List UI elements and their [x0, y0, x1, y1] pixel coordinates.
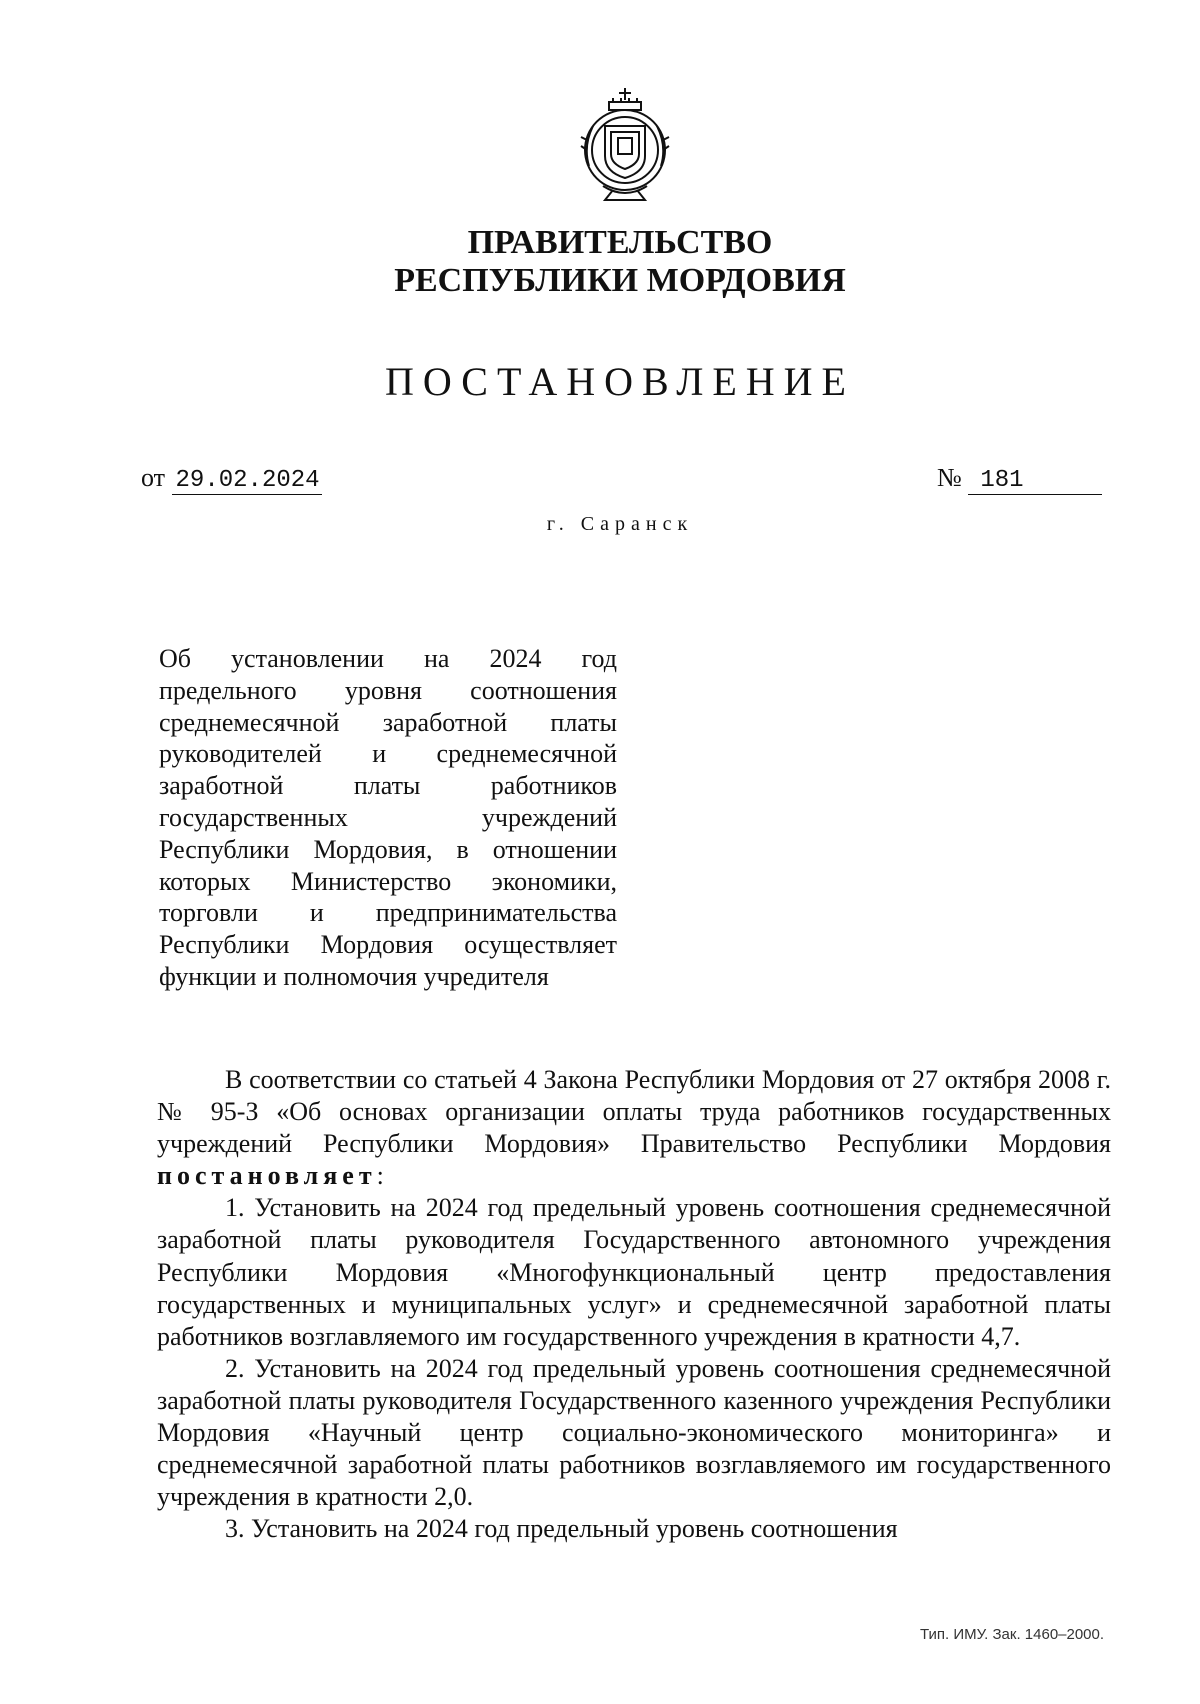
number-block — [937, 463, 1102, 495]
date-block — [141, 463, 322, 495]
coat-of-arms-emblem — [573, 86, 677, 206]
number-prefix: № — [937, 463, 962, 492]
preamble-text: В соответствии со статьей 4 Закона Республики Мордовия от 27 октября 2008 г. № 95-З «Об основах организации оплаты труда работников государственных учреждений Республики Мордовия» Правительство Республики Мордовия — [157, 1065, 1111, 1159]
preamble-paragraph — [157, 1064, 1111, 1192]
document-date: 29.02.2024 — [172, 467, 322, 495]
item-1: 1. Установить на 2024 год предельный уровень соотношения среднемесячной заработной платы руководителя Государственного автономного учреждения Республики Мордовия «Многофункциональный центр предоставления государственных и муниципальных услуг» и среднемесячной заработной платы работников возглавляемого им государственного учреждения в кратности 4,7. — [157, 1193, 1111, 1351]
document-type: ПОСТАНОВЛЕНИЕ — [385, 359, 855, 404]
decree-word: постановляет — [157, 1161, 377, 1191]
date-prefix: от — [141, 463, 166, 492]
printer-mark: Тип. ИМУ. Зак. 1460–2000. — [920, 1626, 1105, 1643]
item-2: 2. Установить на 2024 год предельный уровень соотношения среднемесячной заработной платы руководителя Государственного казенного учреждения Республики Мордовия «Научный центр социально-экономического мониторинга» и среднемесячной заработной платы работников возглавляемого им государственного учреждения в кратности 2,0. — [157, 1353, 1111, 1512]
city: г. Саранск — [546, 513, 694, 535]
document-subject: Об установлении на 2024 год предельного уровня соотношения среднемесячной заработной платы руководителей и среднемесячной заработной платы работников государственных учреждений Республики Мордовия, в отношении которых Министерство экономики, торговли и предпринимательства Республики Мордовия осуществляет функции и полномочия учредителя — [159, 644, 617, 991]
decree-colon: : — [376, 1161, 384, 1191]
document-number: 181 — [968, 467, 1102, 495]
organization-title-line2: РЕСПУБЛИКИ МОРДОВИЯ — [394, 262, 846, 299]
item-3: 3. Установить на 2024 год предельный уровень соотношения — [225, 1514, 898, 1544]
organization-title-line1: ПРАВИТЕЛЬСТВО — [467, 224, 773, 261]
document-body — [157, 1064, 1111, 1545]
